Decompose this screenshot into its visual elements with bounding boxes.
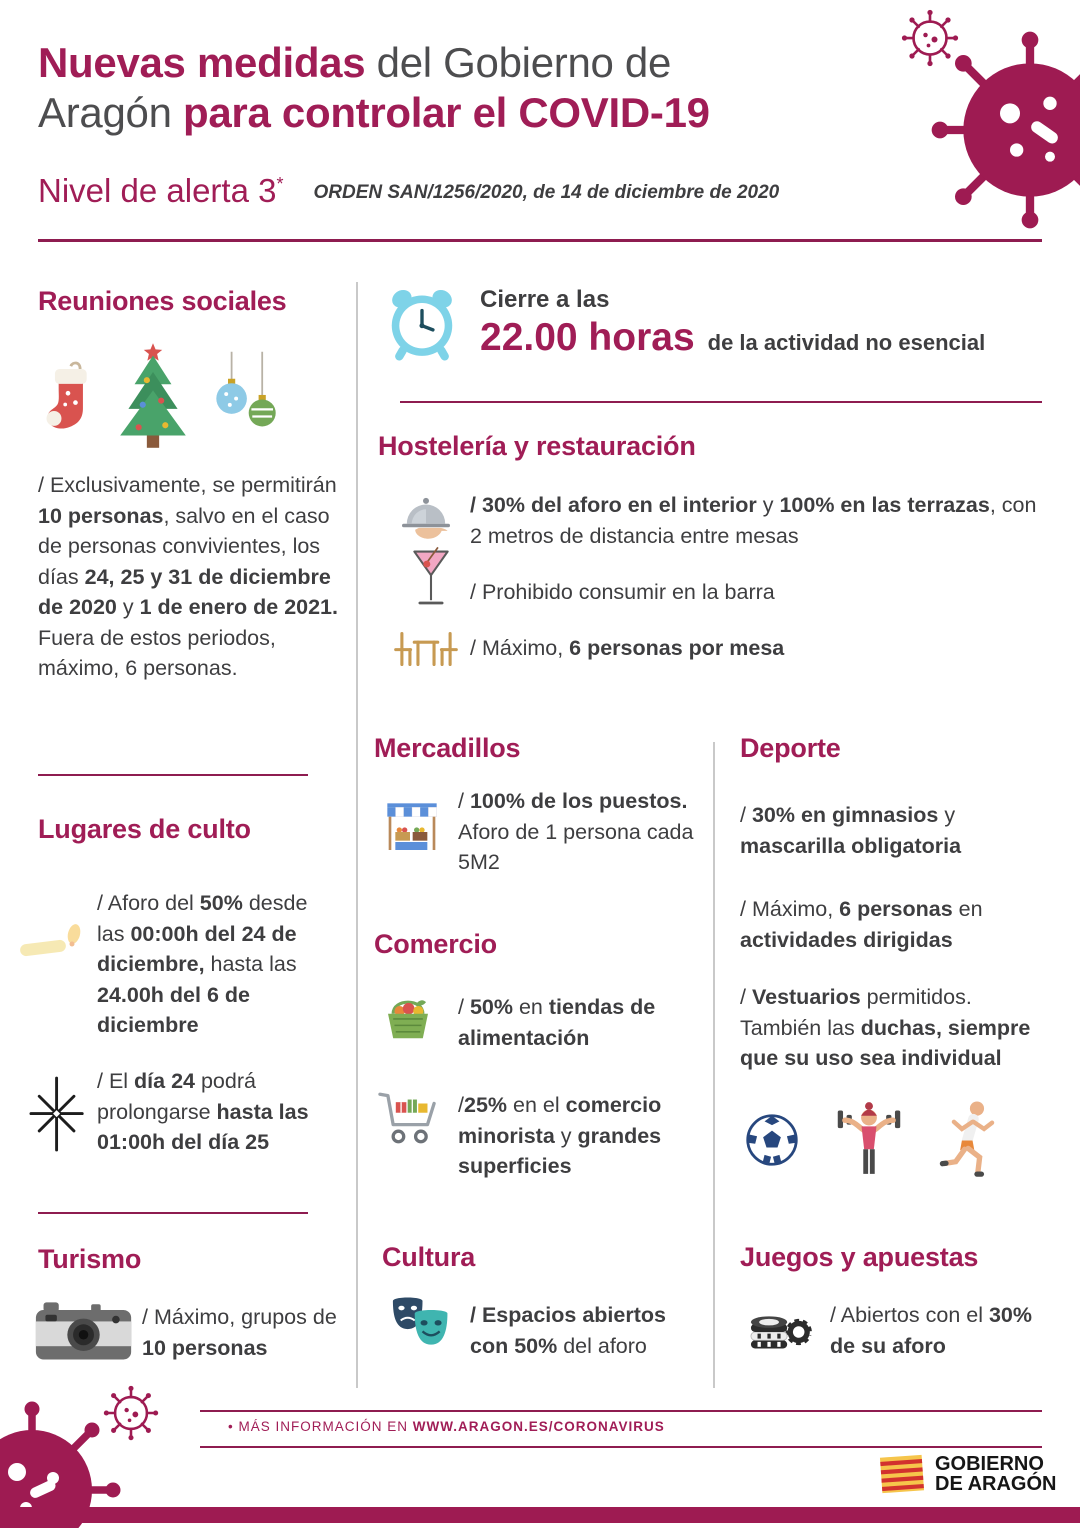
section-heading-mercadillos: Mercadillos <box>374 733 521 763</box>
section-heading-comercio: Comercio <box>374 929 497 959</box>
divider <box>200 1410 1042 1412</box>
baubles-icon <box>210 346 282 452</box>
divider <box>38 774 308 776</box>
lugares-item-1-text: / Aforo del 50% desde las 00:00h del 24 de diciembre, hasta las 24.00h del 6 de diciembre <box>97 891 308 1038</box>
header-divider <box>38 239 1042 242</box>
closure-line <box>480 316 985 360</box>
logo-line-2: DE ARAGÓN <box>935 1473 1057 1495</box>
alert-level <box>38 172 283 210</box>
mercadillos-text: / 100% de los puestos. Aforo de 1 persona cada 5M2 <box>458 789 694 875</box>
comercio-item-1-text: / 50% en tiendas de alimentación <box>458 995 656 1050</box>
aragon-flag-icon <box>878 1452 926 1496</box>
christmas-icons-row <box>40 338 282 452</box>
section-heading-deporte: Deporte <box>740 733 841 763</box>
logo-text <box>935 1454 1056 1494</box>
deporte-item-3-text: / Vestuarios permitidos. También las duchas, siempre que su uso sea individual <box>740 985 1031 1071</box>
star-icon <box>26 1072 88 1156</box>
gobierno-de-aragon-logo <box>878 1452 1056 1496</box>
divider <box>200 1446 1042 1448</box>
title-line-1: Nuevas medidas del Gobierno de <box>38 39 672 86</box>
hosteleria-item-2-text: / Prohibido consumir en la barra <box>470 580 775 604</box>
footer-info-text: • MÁS INFORMACIÓN EN WWW.ARAGON.ES/CORONAVIRUS <box>228 1419 665 1434</box>
closure-suffix: de la actividad no esencial <box>707 330 986 355</box>
logo-line-1: GOBIERNO <box>935 1453 1044 1475</box>
alert-level-text: Nivel de alerta 3 <box>38 172 277 209</box>
vertical-divider <box>356 282 358 1388</box>
hosteleria-item-1-text: / 30% del aforo en el interior y 100% en las terrazas, con 2 metros de distancia entre mesas <box>470 493 1037 548</box>
title-line-2: Aragón para controlar el COVID-19 <box>38 89 710 137</box>
alarm-clock-icon <box>380 282 464 366</box>
shopping-cart-icon <box>376 1086 442 1152</box>
cocktail-icon <box>410 546 452 612</box>
juegos-text: / Abiertos con el 30% de su aforo <box>830 1303 1032 1358</box>
cultura-text: / Espacios abiertos con 50% del aforo <box>470 1303 666 1358</box>
section-heading-juegos-y-apuestas: Juegos y apuestas <box>740 1242 979 1272</box>
serving-cloche-icon <box>396 492 456 544</box>
deporte-item-1-text: / 30% en gimnasios y mascarilla obligatoria <box>740 803 962 858</box>
deporte-item-2-text: / Máximo, 6 personas en actividades dirigidas <box>740 897 983 952</box>
soccer-ball-icon <box>744 1112 800 1168</box>
camera-icon <box>34 1296 134 1364</box>
sports-icons-row <box>744 1096 1000 1184</box>
theater-masks-icon <box>382 1294 456 1354</box>
comercio-item-2-text: /25% en el comercio minorista y grandes superficies <box>458 1093 662 1179</box>
virus-solid-icon <box>930 30 1080 230</box>
virus-outline-icon <box>102 1384 160 1442</box>
divider <box>400 401 1042 403</box>
alert-level-asterisk: * <box>276 174 284 194</box>
poker-chips-icon <box>746 1294 816 1356</box>
section-heading-reuniones-sociales: Reuniones sociales <box>38 286 287 316</box>
turismo-text: / Máximo, grupos de 10 personas <box>142 1305 337 1360</box>
vertical-divider <box>713 742 715 1388</box>
closure-time: 22.00 horas <box>480 316 695 359</box>
alert-level-row <box>38 172 779 210</box>
page-title <box>38 38 710 139</box>
section-heading-lugares-de-culto: Lugares de culto <box>38 814 251 844</box>
section-heading-cultura: Cultura <box>382 1242 476 1272</box>
food-basket-icon <box>378 988 438 1046</box>
section-heading-turismo: Turismo <box>38 1244 142 1274</box>
section-heading-hosteleria: Hostelería y restauración <box>378 431 696 461</box>
market-stall-icon <box>382 794 442 854</box>
table-chairs-icon <box>392 626 460 672</box>
runner-icon <box>938 1096 1000 1184</box>
bottom-accent-bar <box>0 1507 1080 1523</box>
closure-prefix: Cierre a las <box>480 286 610 313</box>
order-reference: ORDEN SAN/1256/2020, de 14 de diciembre de 2020 <box>313 182 780 203</box>
christmas-stocking-icon <box>40 356 96 452</box>
hosteleria-item-3-text: / Máximo, 6 personas por mesa <box>470 636 785 660</box>
divider <box>38 1212 308 1214</box>
closure-banner <box>480 286 985 360</box>
candle-icon <box>14 918 92 974</box>
reuniones-body-text: / Exclusivamente, se permitirán 10 personas, salvo en el caso de personas convivientes, los días 24, 25 y 31 de diciembre de 2020 y 1 de enero de 2021. Fuera de estos periodos, máximo, 6 personas. <box>38 473 338 681</box>
lugares-item-2-text: / El día 24 podrá prolongarse hasta las 01:00h del día 25 <box>97 1069 309 1155</box>
weightlifting-icon <box>836 1096 902 1184</box>
christmas-tree-icon <box>112 338 194 452</box>
